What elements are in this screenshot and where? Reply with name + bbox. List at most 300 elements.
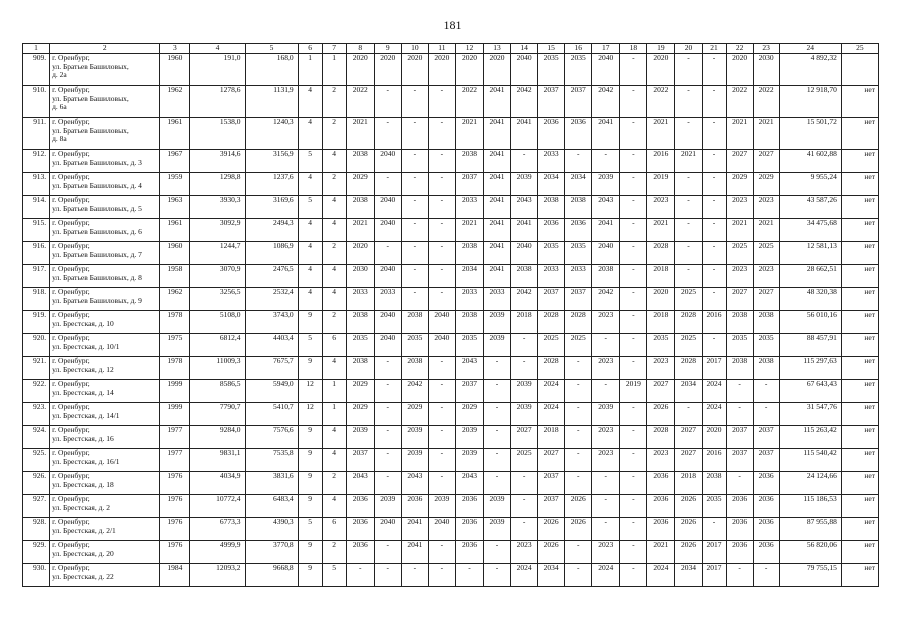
table-cell: - bbox=[620, 518, 647, 541]
table-cell: 2022 bbox=[753, 86, 779, 118]
table-cell: - bbox=[726, 380, 753, 403]
table-cell: 2041 bbox=[511, 118, 538, 150]
table-cell: 2034 bbox=[538, 564, 565, 587]
column-header-18: 18 bbox=[620, 44, 647, 54]
address-line: г. Оренбург, bbox=[52, 287, 90, 296]
column-header-13: 13 bbox=[484, 44, 511, 54]
table-cell: 2020 bbox=[346, 54, 374, 86]
table-cell: - bbox=[401, 242, 428, 265]
column-header-9: 9 bbox=[374, 44, 401, 54]
table-cell: 2023 bbox=[511, 541, 538, 564]
table-cell: - bbox=[374, 118, 401, 150]
table-cell: 4 bbox=[298, 86, 322, 118]
table-cell: 2036 bbox=[753, 518, 779, 541]
table-cell: 2036 bbox=[455, 495, 483, 518]
table-cell: - bbox=[675, 173, 702, 196]
table-cell: 2016 bbox=[647, 150, 675, 173]
address-line: ул. Братьев Башиловых, д. 7 bbox=[52, 249, 142, 259]
table-cell: - bbox=[428, 173, 455, 196]
table-cell: 191,0 bbox=[190, 54, 245, 86]
table-cell: 1977 bbox=[160, 449, 190, 472]
table-cell: 7576,6 bbox=[245, 426, 298, 449]
table-cell: 2027 bbox=[511, 426, 538, 449]
table-cell: 1 bbox=[322, 54, 346, 86]
table-cell: 2040 bbox=[374, 196, 401, 219]
table-cell: 2016 bbox=[702, 449, 726, 472]
table-cell: 2040 bbox=[428, 518, 455, 541]
table-cell: 10772,4 bbox=[190, 495, 245, 518]
table-cell: 2039 bbox=[401, 426, 428, 449]
address-line: г. Оренбург, bbox=[52, 379, 90, 388]
address-cell bbox=[50, 541, 160, 564]
table-cell: - bbox=[401, 196, 428, 219]
table-cell: 3930,3 bbox=[190, 196, 245, 219]
table-cell: - bbox=[620, 311, 647, 334]
table-cell: 2028 bbox=[647, 426, 675, 449]
table-cell: 2038 bbox=[592, 265, 620, 288]
table-cell: 2041 bbox=[592, 118, 620, 150]
table-cell: - bbox=[702, 518, 726, 541]
table-cell: 2037 bbox=[565, 288, 592, 311]
table-cell: 2020 bbox=[401, 54, 428, 86]
table-cell: - bbox=[565, 472, 592, 495]
column-header-7: 7 bbox=[322, 44, 346, 54]
address-line: ул. Брестская, д. 18 bbox=[52, 479, 114, 489]
table-cell: 43 587,26 bbox=[779, 196, 841, 219]
table-cell: 2039 bbox=[455, 426, 483, 449]
table-cell: - bbox=[675, 86, 702, 118]
table-cell: 2017 bbox=[702, 564, 726, 587]
table-cell: 2034 bbox=[675, 380, 702, 403]
column-header-17: 17 bbox=[592, 44, 620, 54]
table-cell: 2029 bbox=[346, 380, 374, 403]
table-cell: 2035 bbox=[702, 495, 726, 518]
table-cell: 2039 bbox=[484, 495, 511, 518]
table-cell: 5 bbox=[298, 196, 322, 219]
column-number-row bbox=[23, 44, 879, 54]
table-cell: 2038 bbox=[726, 311, 753, 334]
address-line: ул. Брестская, д. 2/1 bbox=[52, 525, 116, 535]
table-cell: 2035 bbox=[455, 334, 483, 357]
table-cell: 1131,9 bbox=[245, 86, 298, 118]
table-cell: 28 662,51 bbox=[779, 265, 841, 288]
table-cell: 2039 bbox=[401, 449, 428, 472]
table-cell: 1960 bbox=[160, 242, 190, 265]
column-header-15: 15 bbox=[538, 44, 565, 54]
table-cell: 1963 bbox=[160, 196, 190, 219]
table-cell: 2041 bbox=[484, 86, 511, 118]
table-cell: 168,0 bbox=[245, 54, 298, 86]
table-cell: нет bbox=[841, 541, 878, 564]
table-cell: 12 918,70 bbox=[779, 86, 841, 118]
address-line: г. Оренбург, bbox=[52, 195, 90, 204]
table-cell: 2042 bbox=[401, 380, 428, 403]
address-line: г. Оренбург, bbox=[52, 85, 90, 94]
table-cell: 2028 bbox=[538, 311, 565, 334]
table-cell: 2026 bbox=[647, 403, 675, 426]
table-cell: - bbox=[620, 118, 647, 150]
table-cell: 4999,9 bbox=[190, 541, 245, 564]
table-row bbox=[23, 472, 879, 495]
table-cell: 2043 bbox=[455, 357, 483, 380]
table-cell: - bbox=[484, 403, 511, 426]
table-cell: 2025 bbox=[565, 334, 592, 357]
table-cell: 2036 bbox=[647, 518, 675, 541]
table-cell: - bbox=[565, 403, 592, 426]
table-row bbox=[23, 449, 879, 472]
table-cell: 2026 bbox=[538, 541, 565, 564]
table-cell: 2041 bbox=[484, 150, 511, 173]
row-number-cell: 928. bbox=[23, 518, 50, 541]
column-header-19: 19 bbox=[647, 44, 675, 54]
table-cell: 2038 bbox=[401, 311, 428, 334]
table-cell: 5 bbox=[298, 334, 322, 357]
table-cell: 2026 bbox=[538, 518, 565, 541]
table-cell: нет bbox=[841, 334, 878, 357]
table-cell: 2038 bbox=[538, 196, 565, 219]
table-cell: 4 bbox=[322, 219, 346, 242]
table-cell: 2038 bbox=[346, 357, 374, 380]
address-cell bbox=[50, 150, 160, 173]
table-cell: 2041 bbox=[484, 265, 511, 288]
table-cell: 2037 bbox=[538, 86, 565, 118]
table-cell: 2037 bbox=[726, 449, 753, 472]
table-cell: 2039 bbox=[374, 495, 401, 518]
row-number-cell: 927. bbox=[23, 495, 50, 518]
row-number-cell: 923. bbox=[23, 403, 50, 426]
table-cell: 2020 bbox=[647, 288, 675, 311]
table-cell: 1967 bbox=[160, 150, 190, 173]
table-cell: 2027 bbox=[538, 449, 565, 472]
address-cell bbox=[50, 219, 160, 242]
row-number-cell: 914. bbox=[23, 196, 50, 219]
table-cell: 2037 bbox=[565, 86, 592, 118]
table-cell: 7675,7 bbox=[245, 357, 298, 380]
table-cell: - bbox=[702, 173, 726, 196]
table-cell: - bbox=[455, 564, 483, 587]
table-cell: 2026 bbox=[565, 518, 592, 541]
table-cell: 2532,4 bbox=[245, 288, 298, 311]
table-cell: 2037 bbox=[538, 288, 565, 311]
table-cell: 87 955,88 bbox=[779, 518, 841, 541]
table-cell: - bbox=[753, 403, 779, 426]
column-header-22: 22 bbox=[726, 44, 753, 54]
table-cell: 4 bbox=[322, 357, 346, 380]
table-cell: - bbox=[620, 265, 647, 288]
table-cell: 2038 bbox=[753, 357, 779, 380]
address-cell bbox=[50, 403, 160, 426]
table-cell: нет bbox=[841, 86, 878, 118]
table-cell: 2021 bbox=[647, 118, 675, 150]
table-cell: 2026 bbox=[675, 495, 702, 518]
address-line: ул. Брестская, д. 2 bbox=[52, 502, 110, 512]
table-cell: - bbox=[620, 86, 647, 118]
table-cell: 2041 bbox=[401, 518, 428, 541]
table-cell: - bbox=[675, 118, 702, 150]
table-cell: нет bbox=[841, 173, 878, 196]
table-cell: 2040 bbox=[511, 54, 538, 86]
table-cell: - bbox=[753, 380, 779, 403]
table-cell: 3914,6 bbox=[190, 150, 245, 173]
table-cell: - bbox=[511, 472, 538, 495]
table-cell: - bbox=[401, 150, 428, 173]
table-cell: 2028 bbox=[565, 311, 592, 334]
table-cell: 6 bbox=[322, 334, 346, 357]
table-cell: 2029 bbox=[346, 403, 374, 426]
table-cell: 2040 bbox=[374, 518, 401, 541]
table-cell: 2494,3 bbox=[245, 219, 298, 242]
table-cell: 2036 bbox=[346, 495, 374, 518]
table-cell: 4 bbox=[322, 449, 346, 472]
table-cell: 2039 bbox=[592, 173, 620, 196]
table-cell: 3092,9 bbox=[190, 219, 245, 242]
table-cell: - bbox=[620, 426, 647, 449]
table-cell: 2 bbox=[322, 173, 346, 196]
address-line: ул. Брестская, д. 14 bbox=[52, 387, 114, 397]
table-cell: - bbox=[620, 219, 647, 242]
table-cell: - bbox=[484, 380, 511, 403]
column-header-3: 3 bbox=[160, 44, 190, 54]
address-cell bbox=[50, 311, 160, 334]
table-cell: 1240,3 bbox=[245, 118, 298, 150]
table-cell: 2024 bbox=[702, 380, 726, 403]
row-number-cell: 922. bbox=[23, 380, 50, 403]
table-cell: 2036 bbox=[647, 472, 675, 495]
table-cell: - bbox=[401, 118, 428, 150]
table-cell: 2021 bbox=[647, 219, 675, 242]
table-cell: 2041 bbox=[511, 219, 538, 242]
table-cell: 4390,3 bbox=[245, 518, 298, 541]
table-cell: 2037 bbox=[455, 173, 483, 196]
table-cell: 2023 bbox=[726, 265, 753, 288]
address-line: г. Оренбург, bbox=[52, 356, 90, 365]
table-cell: - bbox=[565, 150, 592, 173]
table-cell: - bbox=[374, 403, 401, 426]
address-cell bbox=[50, 196, 160, 219]
table-cell: 2024 bbox=[538, 403, 565, 426]
table-row bbox=[23, 242, 879, 265]
table-cell: 2039 bbox=[484, 311, 511, 334]
row-number-cell: 920. bbox=[23, 334, 50, 357]
address-line: ул. Братьев Башиловых, д. 5 bbox=[52, 203, 142, 213]
table-cell: 2035 bbox=[538, 54, 565, 86]
table-cell: 2037 bbox=[346, 449, 374, 472]
table-cell: 2 bbox=[322, 311, 346, 334]
table-cell: 5410,7 bbox=[245, 403, 298, 426]
table-cell: 1977 bbox=[160, 426, 190, 449]
table-cell: 2038 bbox=[455, 242, 483, 265]
table-cell: нет bbox=[841, 357, 878, 380]
table-cell: 2039 bbox=[346, 426, 374, 449]
table-cell: 115 297,63 bbox=[779, 357, 841, 380]
column-header-25: 25 bbox=[841, 44, 878, 54]
table-cell: 2020 bbox=[647, 54, 675, 86]
table-cell: 1962 bbox=[160, 86, 190, 118]
table-cell: 2027 bbox=[647, 380, 675, 403]
table-cell: 2039 bbox=[592, 403, 620, 426]
table-cell: 2033 bbox=[455, 288, 483, 311]
table-cell: 2037 bbox=[753, 449, 779, 472]
table-cell: - bbox=[702, 219, 726, 242]
table-row bbox=[23, 196, 879, 219]
table-cell: 2017 bbox=[702, 357, 726, 380]
table-cell: - bbox=[428, 86, 455, 118]
table-cell: - bbox=[374, 472, 401, 495]
address-cell bbox=[50, 265, 160, 288]
table-cell: 9 bbox=[298, 449, 322, 472]
table-cell: 2043 bbox=[592, 196, 620, 219]
table-cell: 2043 bbox=[511, 196, 538, 219]
table-cell: 1959 bbox=[160, 173, 190, 196]
address-line: г. Оренбург, bbox=[52, 218, 90, 227]
table-cell: 3770,8 bbox=[245, 541, 298, 564]
table-cell: 34 475,68 bbox=[779, 219, 841, 242]
table-cell: 2033 bbox=[565, 265, 592, 288]
column-header-4: 4 bbox=[190, 44, 245, 54]
table-cell: - bbox=[346, 564, 374, 587]
table-cell: - bbox=[401, 219, 428, 242]
table-cell: - bbox=[428, 265, 455, 288]
table-row bbox=[23, 334, 879, 357]
table-cell: 2042 bbox=[511, 86, 538, 118]
table-cell: - bbox=[484, 449, 511, 472]
table-cell: 4 bbox=[298, 265, 322, 288]
row-number-cell: 929. bbox=[23, 541, 50, 564]
table-row bbox=[23, 265, 879, 288]
table-cell: 1 bbox=[298, 54, 322, 86]
table-cell: 2026 bbox=[565, 495, 592, 518]
address-line: г. Оренбург, bbox=[52, 117, 90, 126]
table-cell: 8586,5 bbox=[190, 380, 245, 403]
address-cell bbox=[50, 288, 160, 311]
table-cell: 2036 bbox=[753, 541, 779, 564]
table-cell: 2021 bbox=[346, 219, 374, 242]
table-cell: - bbox=[428, 472, 455, 495]
table-cell: 115 263,42 bbox=[779, 426, 841, 449]
table-cell: 2025 bbox=[675, 334, 702, 357]
table-cell: 56 820,06 bbox=[779, 541, 841, 564]
table-cell: 2037 bbox=[726, 426, 753, 449]
address-line: ул. Брестская, д. 10 bbox=[52, 318, 114, 328]
table-cell: - bbox=[374, 541, 401, 564]
table-cell: - bbox=[428, 196, 455, 219]
address-line: ул. Братьев Башиловых, д. 8 bbox=[52, 272, 142, 282]
table-cell: 2025 bbox=[726, 242, 753, 265]
table-cell: 2025 bbox=[538, 334, 565, 357]
table-cell: 2025 bbox=[675, 288, 702, 311]
table-cell: - bbox=[484, 426, 511, 449]
row-number-cell: 924. bbox=[23, 426, 50, 449]
table-cell: 88 457,91 bbox=[779, 334, 841, 357]
address-line: ул. Братьев Башиловых, bbox=[52, 93, 129, 103]
table-cell: 4 bbox=[298, 173, 322, 196]
table-cell: 2041 bbox=[484, 196, 511, 219]
table-cell: 2021 bbox=[346, 118, 374, 150]
address-cell bbox=[50, 334, 160, 357]
table-cell: 2041 bbox=[484, 242, 511, 265]
table-cell: 2036 bbox=[538, 118, 565, 150]
table-cell: - bbox=[702, 150, 726, 173]
row-number-cell: 912. bbox=[23, 150, 50, 173]
table-cell: - bbox=[702, 265, 726, 288]
table-cell: 3169,6 bbox=[245, 196, 298, 219]
table-cell: 2041 bbox=[484, 118, 511, 150]
table-cell: 2 bbox=[322, 118, 346, 150]
table-body bbox=[23, 44, 879, 587]
table-cell: - bbox=[511, 357, 538, 380]
table-cell: - bbox=[401, 288, 428, 311]
table-row bbox=[23, 86, 879, 118]
address-cell bbox=[50, 518, 160, 541]
table-cell: 2024 bbox=[511, 564, 538, 587]
table-cell: 2026 bbox=[675, 518, 702, 541]
table-cell: 2041 bbox=[592, 219, 620, 242]
table-cell: 2035 bbox=[726, 334, 753, 357]
table-cell: 11009,3 bbox=[190, 357, 245, 380]
table-cell: 2036 bbox=[726, 541, 753, 564]
address-line: ул. Братьев Башиловых, д. 6 bbox=[52, 226, 142, 236]
table-cell: 2024 bbox=[538, 380, 565, 403]
table-cell: - bbox=[675, 54, 702, 86]
table-cell: 2028 bbox=[538, 357, 565, 380]
address-cell bbox=[50, 86, 160, 118]
address-cell bbox=[50, 173, 160, 196]
table-cell: 2 bbox=[322, 86, 346, 118]
address-line: г. Оренбург, bbox=[52, 53, 90, 62]
table-cell: 2036 bbox=[538, 219, 565, 242]
table-cell: 1976 bbox=[160, 541, 190, 564]
table-cell: 2040 bbox=[511, 242, 538, 265]
address-line: г. Оренбург, bbox=[52, 172, 90, 181]
address-line: г. Оренбург, bbox=[52, 494, 90, 503]
table-cell: 2036 bbox=[726, 495, 753, 518]
table-cell: - bbox=[592, 334, 620, 357]
table-cell: 1978 bbox=[160, 311, 190, 334]
table-cell: 1975 bbox=[160, 334, 190, 357]
address-line: ул. Брестская, д. 12 bbox=[52, 364, 114, 374]
table-cell: нет bbox=[841, 288, 878, 311]
table-cell: 2017 bbox=[702, 541, 726, 564]
row-number-cell: 913. bbox=[23, 173, 50, 196]
table-cell: 2022 bbox=[455, 86, 483, 118]
table-cell: 2023 bbox=[592, 357, 620, 380]
table-cell: 2038 bbox=[346, 311, 374, 334]
table-cell: 1984 bbox=[160, 564, 190, 587]
table-row bbox=[23, 426, 879, 449]
table-cell: - bbox=[428, 357, 455, 380]
address-line: г. Оренбург, bbox=[52, 563, 90, 572]
table-cell: - bbox=[565, 564, 592, 587]
table-cell: 2041 bbox=[484, 173, 511, 196]
table-cell: 2030 bbox=[753, 54, 779, 86]
table-cell: - bbox=[702, 196, 726, 219]
table-cell: 1999 bbox=[160, 403, 190, 426]
table-cell: 6 bbox=[322, 518, 346, 541]
table-cell: 4 bbox=[298, 118, 322, 150]
table-cell: - bbox=[592, 472, 620, 495]
table-cell: нет bbox=[841, 426, 878, 449]
table-cell: 2476,5 bbox=[245, 265, 298, 288]
table-cell: 2036 bbox=[346, 541, 374, 564]
table-cell: нет bbox=[841, 196, 878, 219]
table-cell: 2040 bbox=[374, 334, 401, 357]
table-cell: 1 bbox=[322, 403, 346, 426]
column-header-24: 24 bbox=[779, 44, 841, 54]
table-cell: 2018 bbox=[511, 311, 538, 334]
table-cell: 9 bbox=[298, 311, 322, 334]
table-cell: 2 bbox=[322, 242, 346, 265]
table-cell: - bbox=[620, 150, 647, 173]
